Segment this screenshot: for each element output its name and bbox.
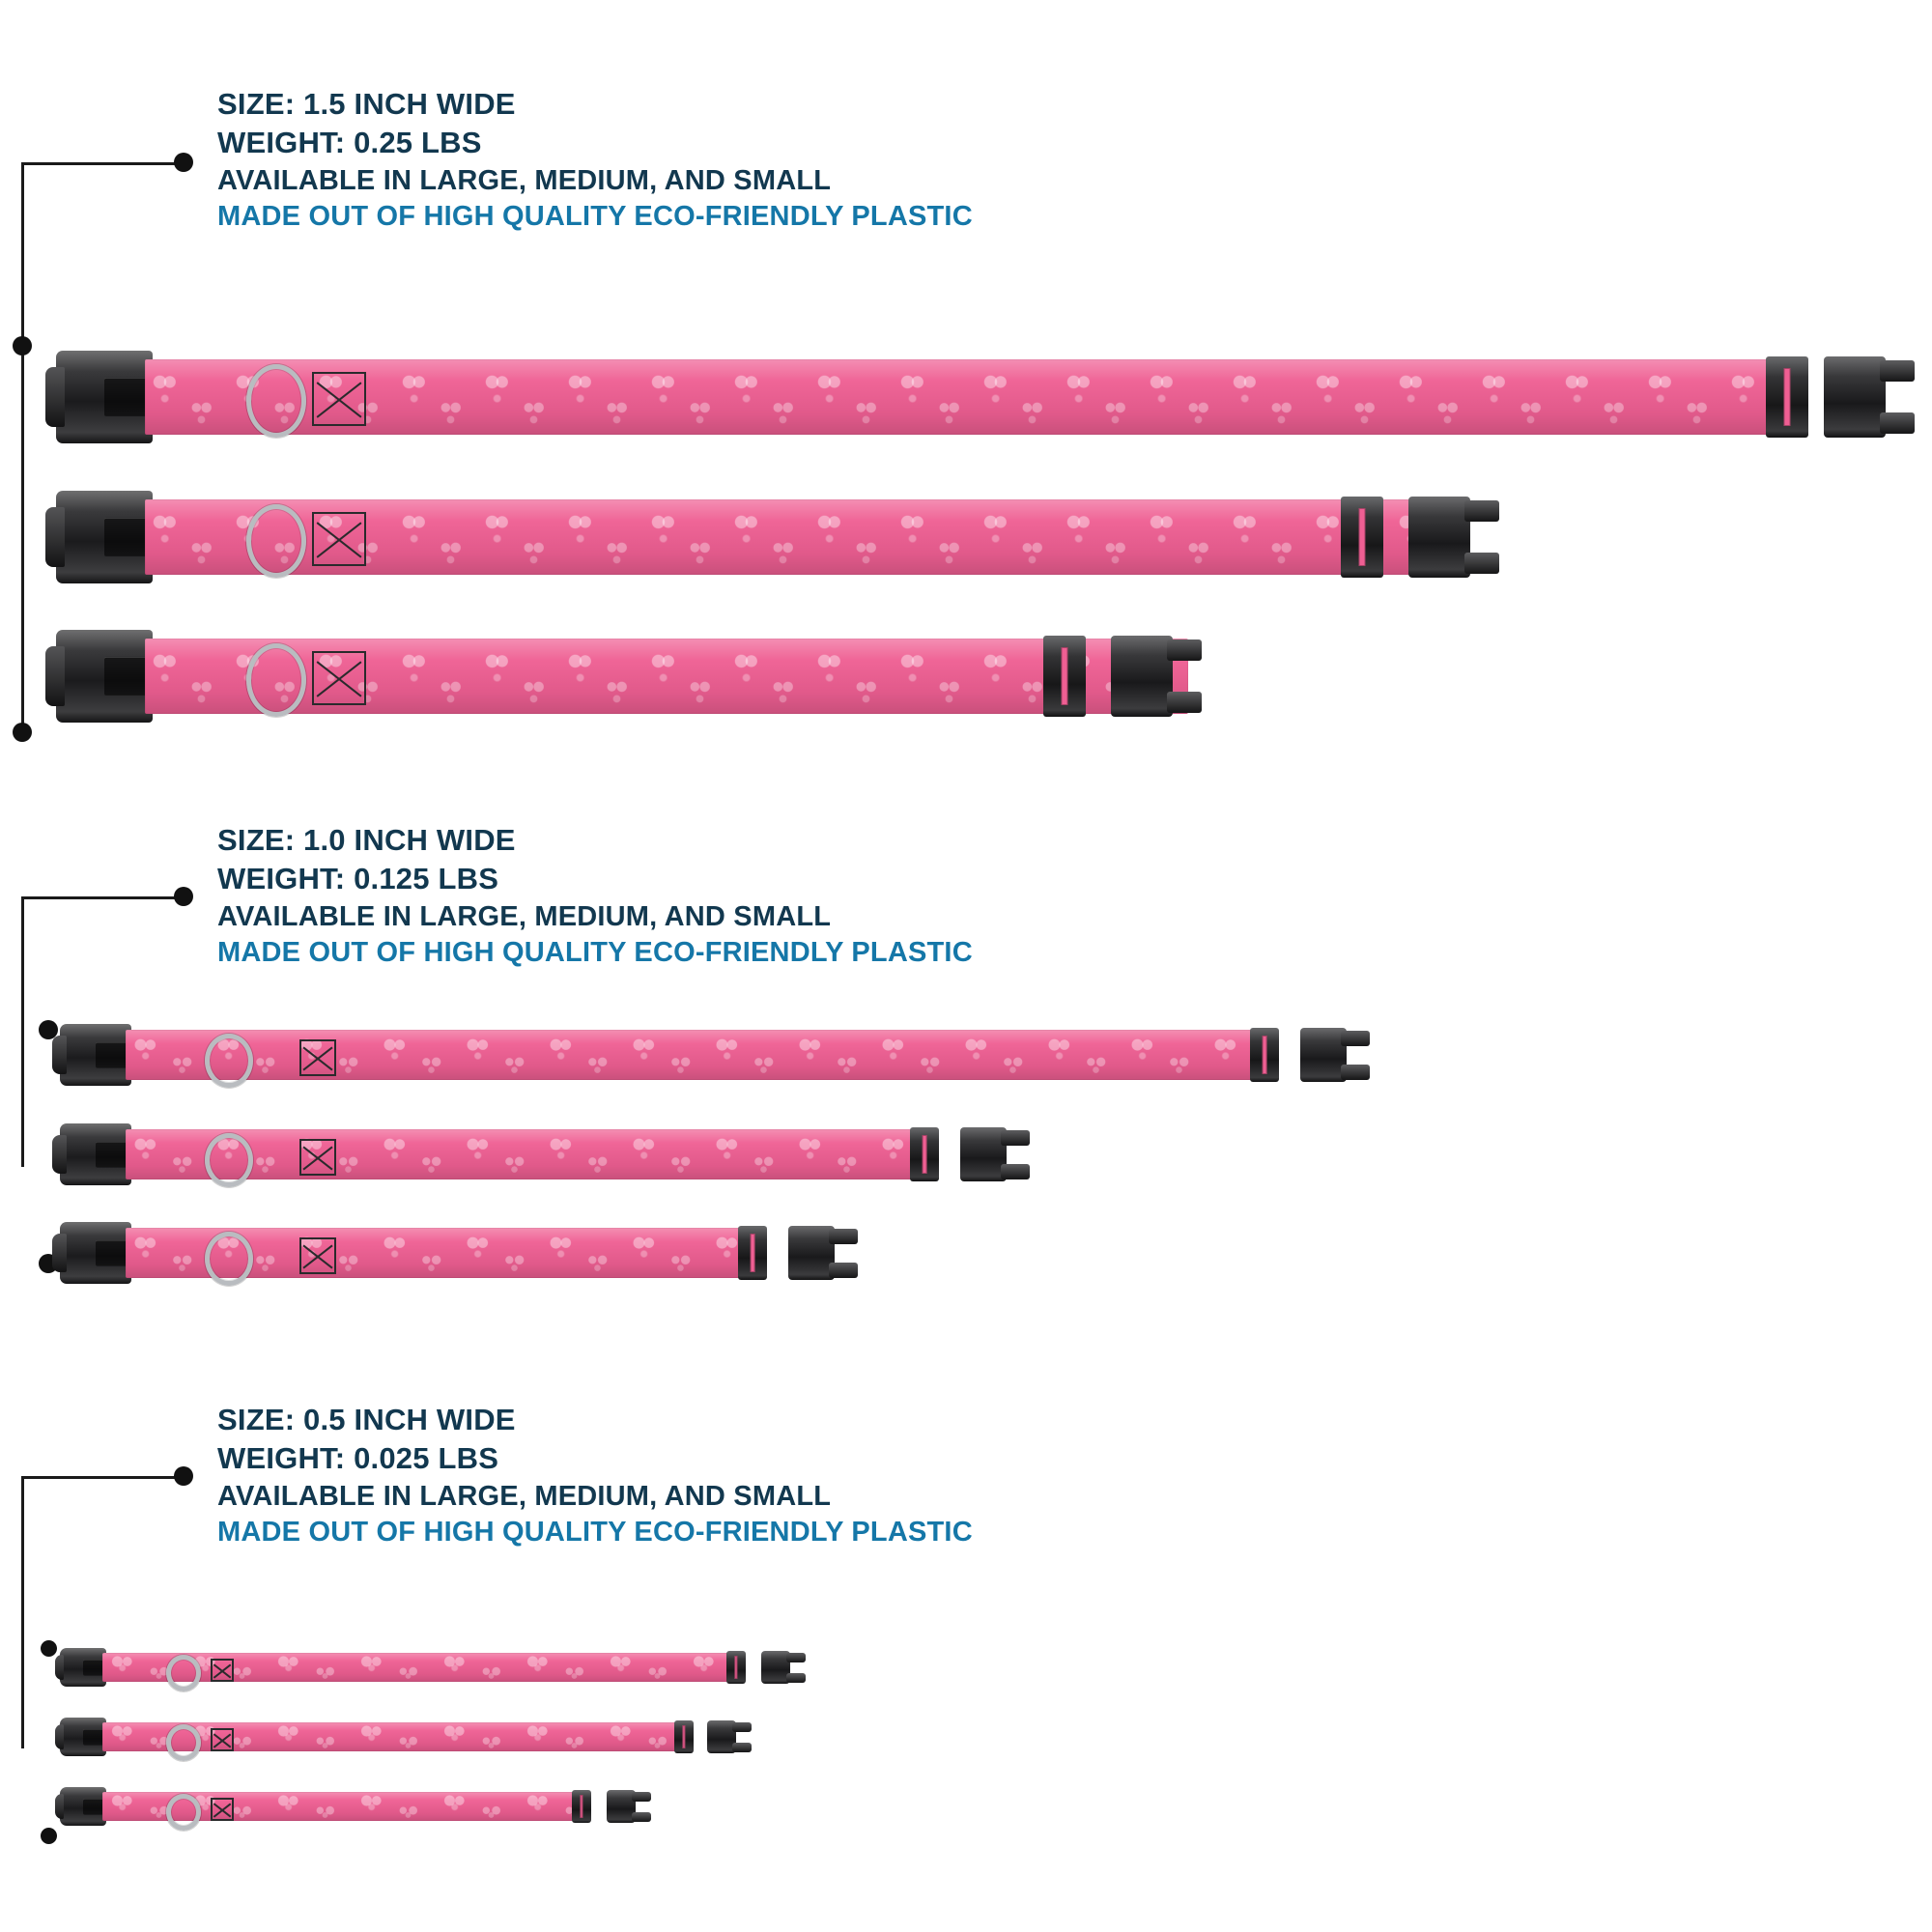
side-release-buckle-female bbox=[56, 351, 153, 443]
stitch-box bbox=[312, 651, 366, 705]
side-release-buckle-female bbox=[60, 1123, 131, 1185]
collar-small[interactable] bbox=[60, 1222, 891, 1284]
spec-material: MADE OUT OF HIGH QUALITY ECO-FRIENDLY PLASTIC bbox=[217, 937, 973, 969]
measure-dot-top bbox=[13, 336, 32, 355]
leader-line-to-label bbox=[21, 1476, 176, 1479]
spec-material: MADE OUT OF HIGH QUALITY ECO-FRIENDLY PLASTIC bbox=[217, 201, 973, 233]
d-ring bbox=[205, 1133, 253, 1187]
buckle-prong-top bbox=[1464, 500, 1499, 522]
collar-medium[interactable] bbox=[60, 1718, 736, 1756]
spec-block bbox=[217, 85, 973, 236]
collar-large[interactable] bbox=[60, 1648, 794, 1687]
d-ring bbox=[246, 643, 306, 717]
tri-glide-slider bbox=[1766, 356, 1808, 438]
stitch-box bbox=[299, 1039, 336, 1076]
collar-medium[interactable] bbox=[60, 1123, 1065, 1185]
d-ring bbox=[166, 1724, 201, 1761]
collar-strap bbox=[145, 359, 1787, 435]
buckle-prong-bottom bbox=[632, 1812, 651, 1822]
leader-vertical-line bbox=[21, 896, 24, 1167]
spec-size: SIZE: 1.0 INCH WIDE bbox=[217, 823, 516, 857]
leader-endpoint-dot bbox=[174, 1466, 193, 1486]
side-release-buckle-female bbox=[56, 491, 153, 583]
spec-weight: WEIGHT: 0.125 LBS bbox=[217, 862, 499, 896]
buckle-prong-top bbox=[732, 1722, 752, 1732]
tri-glide-slider bbox=[674, 1720, 694, 1753]
d-ring bbox=[246, 504, 306, 578]
collar-medium[interactable] bbox=[56, 491, 1505, 583]
buckle-prong-top bbox=[632, 1792, 651, 1802]
stitch-box bbox=[299, 1237, 336, 1274]
buckle-prong-bottom bbox=[829, 1263, 858, 1278]
d-ring bbox=[205, 1034, 253, 1088]
tri-glide-slider bbox=[1341, 497, 1383, 578]
measure-dot-bottom bbox=[13, 723, 32, 742]
leader-vertical-line bbox=[21, 162, 24, 732]
spec-weight: WEIGHT: 0.25 LBS bbox=[217, 126, 482, 160]
stitch-box bbox=[211, 1798, 234, 1821]
spec-block bbox=[217, 821, 973, 972]
tri-glide-slider bbox=[910, 1127, 939, 1181]
buckle-prong-top bbox=[1880, 360, 1915, 382]
d-ring bbox=[205, 1232, 253, 1286]
side-release-buckle-male bbox=[788, 1226, 835, 1280]
leader-line-to-label bbox=[21, 162, 176, 165]
buckle-prong-top bbox=[1167, 639, 1202, 661]
buckle-prong-top bbox=[1001, 1130, 1030, 1146]
tri-glide-slider bbox=[738, 1226, 767, 1280]
stitch-box bbox=[211, 1659, 234, 1682]
buckle-prong-bottom bbox=[786, 1673, 806, 1683]
buckle-prong-bottom bbox=[1341, 1065, 1370, 1080]
buckle-prong-bottom bbox=[1880, 412, 1915, 434]
buckle-prong-bottom bbox=[1167, 692, 1202, 713]
spec-block bbox=[217, 1401, 973, 1551]
leader-endpoint-dot bbox=[174, 887, 193, 906]
stitch-box bbox=[312, 372, 366, 426]
spec-weight: WEIGHT: 0.025 LBS bbox=[217, 1441, 499, 1476]
buckle-prong-top bbox=[786, 1653, 806, 1662]
leader-vertical-line bbox=[21, 1476, 24, 1748]
d-ring bbox=[166, 1794, 201, 1831]
side-release-buckle-female bbox=[60, 1024, 131, 1086]
side-release-buckle-female bbox=[60, 1718, 106, 1756]
buckle-prong-bottom bbox=[732, 1743, 752, 1752]
tri-glide-slider bbox=[1250, 1028, 1279, 1082]
collar-small[interactable] bbox=[56, 630, 1254, 723]
side-release-buckle-male bbox=[1824, 356, 1886, 438]
collar-large[interactable] bbox=[56, 351, 1911, 443]
side-release-buckle-female bbox=[56, 630, 153, 723]
side-release-buckle-female bbox=[60, 1648, 106, 1687]
spec-availability: AVAILABLE IN LARGE, MEDIUM, AND SMALL bbox=[217, 164, 832, 196]
measure-dot-bottom bbox=[41, 1828, 57, 1844]
side-release-buckle-male bbox=[1111, 636, 1173, 717]
stitch-box bbox=[211, 1728, 234, 1751]
leader-line-to-label bbox=[21, 896, 176, 899]
measure-dot-top bbox=[41, 1640, 57, 1657]
d-ring bbox=[166, 1655, 201, 1691]
tri-glide-slider bbox=[572, 1790, 591, 1823]
collar-small[interactable] bbox=[60, 1787, 639, 1826]
stitch-box bbox=[312, 512, 366, 566]
collar-large[interactable] bbox=[60, 1024, 1403, 1086]
side-release-buckle-male bbox=[960, 1127, 1007, 1181]
spec-availability: AVAILABLE IN LARGE, MEDIUM, AND SMALL bbox=[217, 1480, 832, 1512]
buckle-prong-bottom bbox=[1001, 1164, 1030, 1179]
side-release-buckle-male bbox=[1300, 1028, 1347, 1082]
side-release-buckle-female bbox=[60, 1787, 106, 1826]
side-release-buckle-female bbox=[60, 1222, 131, 1284]
side-release-buckle-male bbox=[1408, 497, 1470, 578]
spec-size: SIZE: 1.5 INCH WIDE bbox=[217, 87, 516, 121]
spec-material: MADE OUT OF HIGH QUALITY ECO-FRIENDLY PLASTIC bbox=[217, 1517, 973, 1548]
buckle-prong-top bbox=[829, 1229, 858, 1244]
collar-strap bbox=[126, 1030, 1275, 1080]
tri-glide-slider bbox=[1043, 636, 1086, 717]
spec-availability: AVAILABLE IN LARGE, MEDIUM, AND SMALL bbox=[217, 900, 832, 932]
buckle-prong-top bbox=[1341, 1031, 1370, 1046]
spec-size: SIZE: 0.5 INCH WIDE bbox=[217, 1403, 516, 1436]
stitch-box bbox=[299, 1139, 336, 1176]
leader-endpoint-dot bbox=[174, 153, 193, 172]
buckle-prong-bottom bbox=[1464, 553, 1499, 574]
tri-glide-slider bbox=[726, 1651, 746, 1684]
d-ring bbox=[246, 364, 306, 438]
